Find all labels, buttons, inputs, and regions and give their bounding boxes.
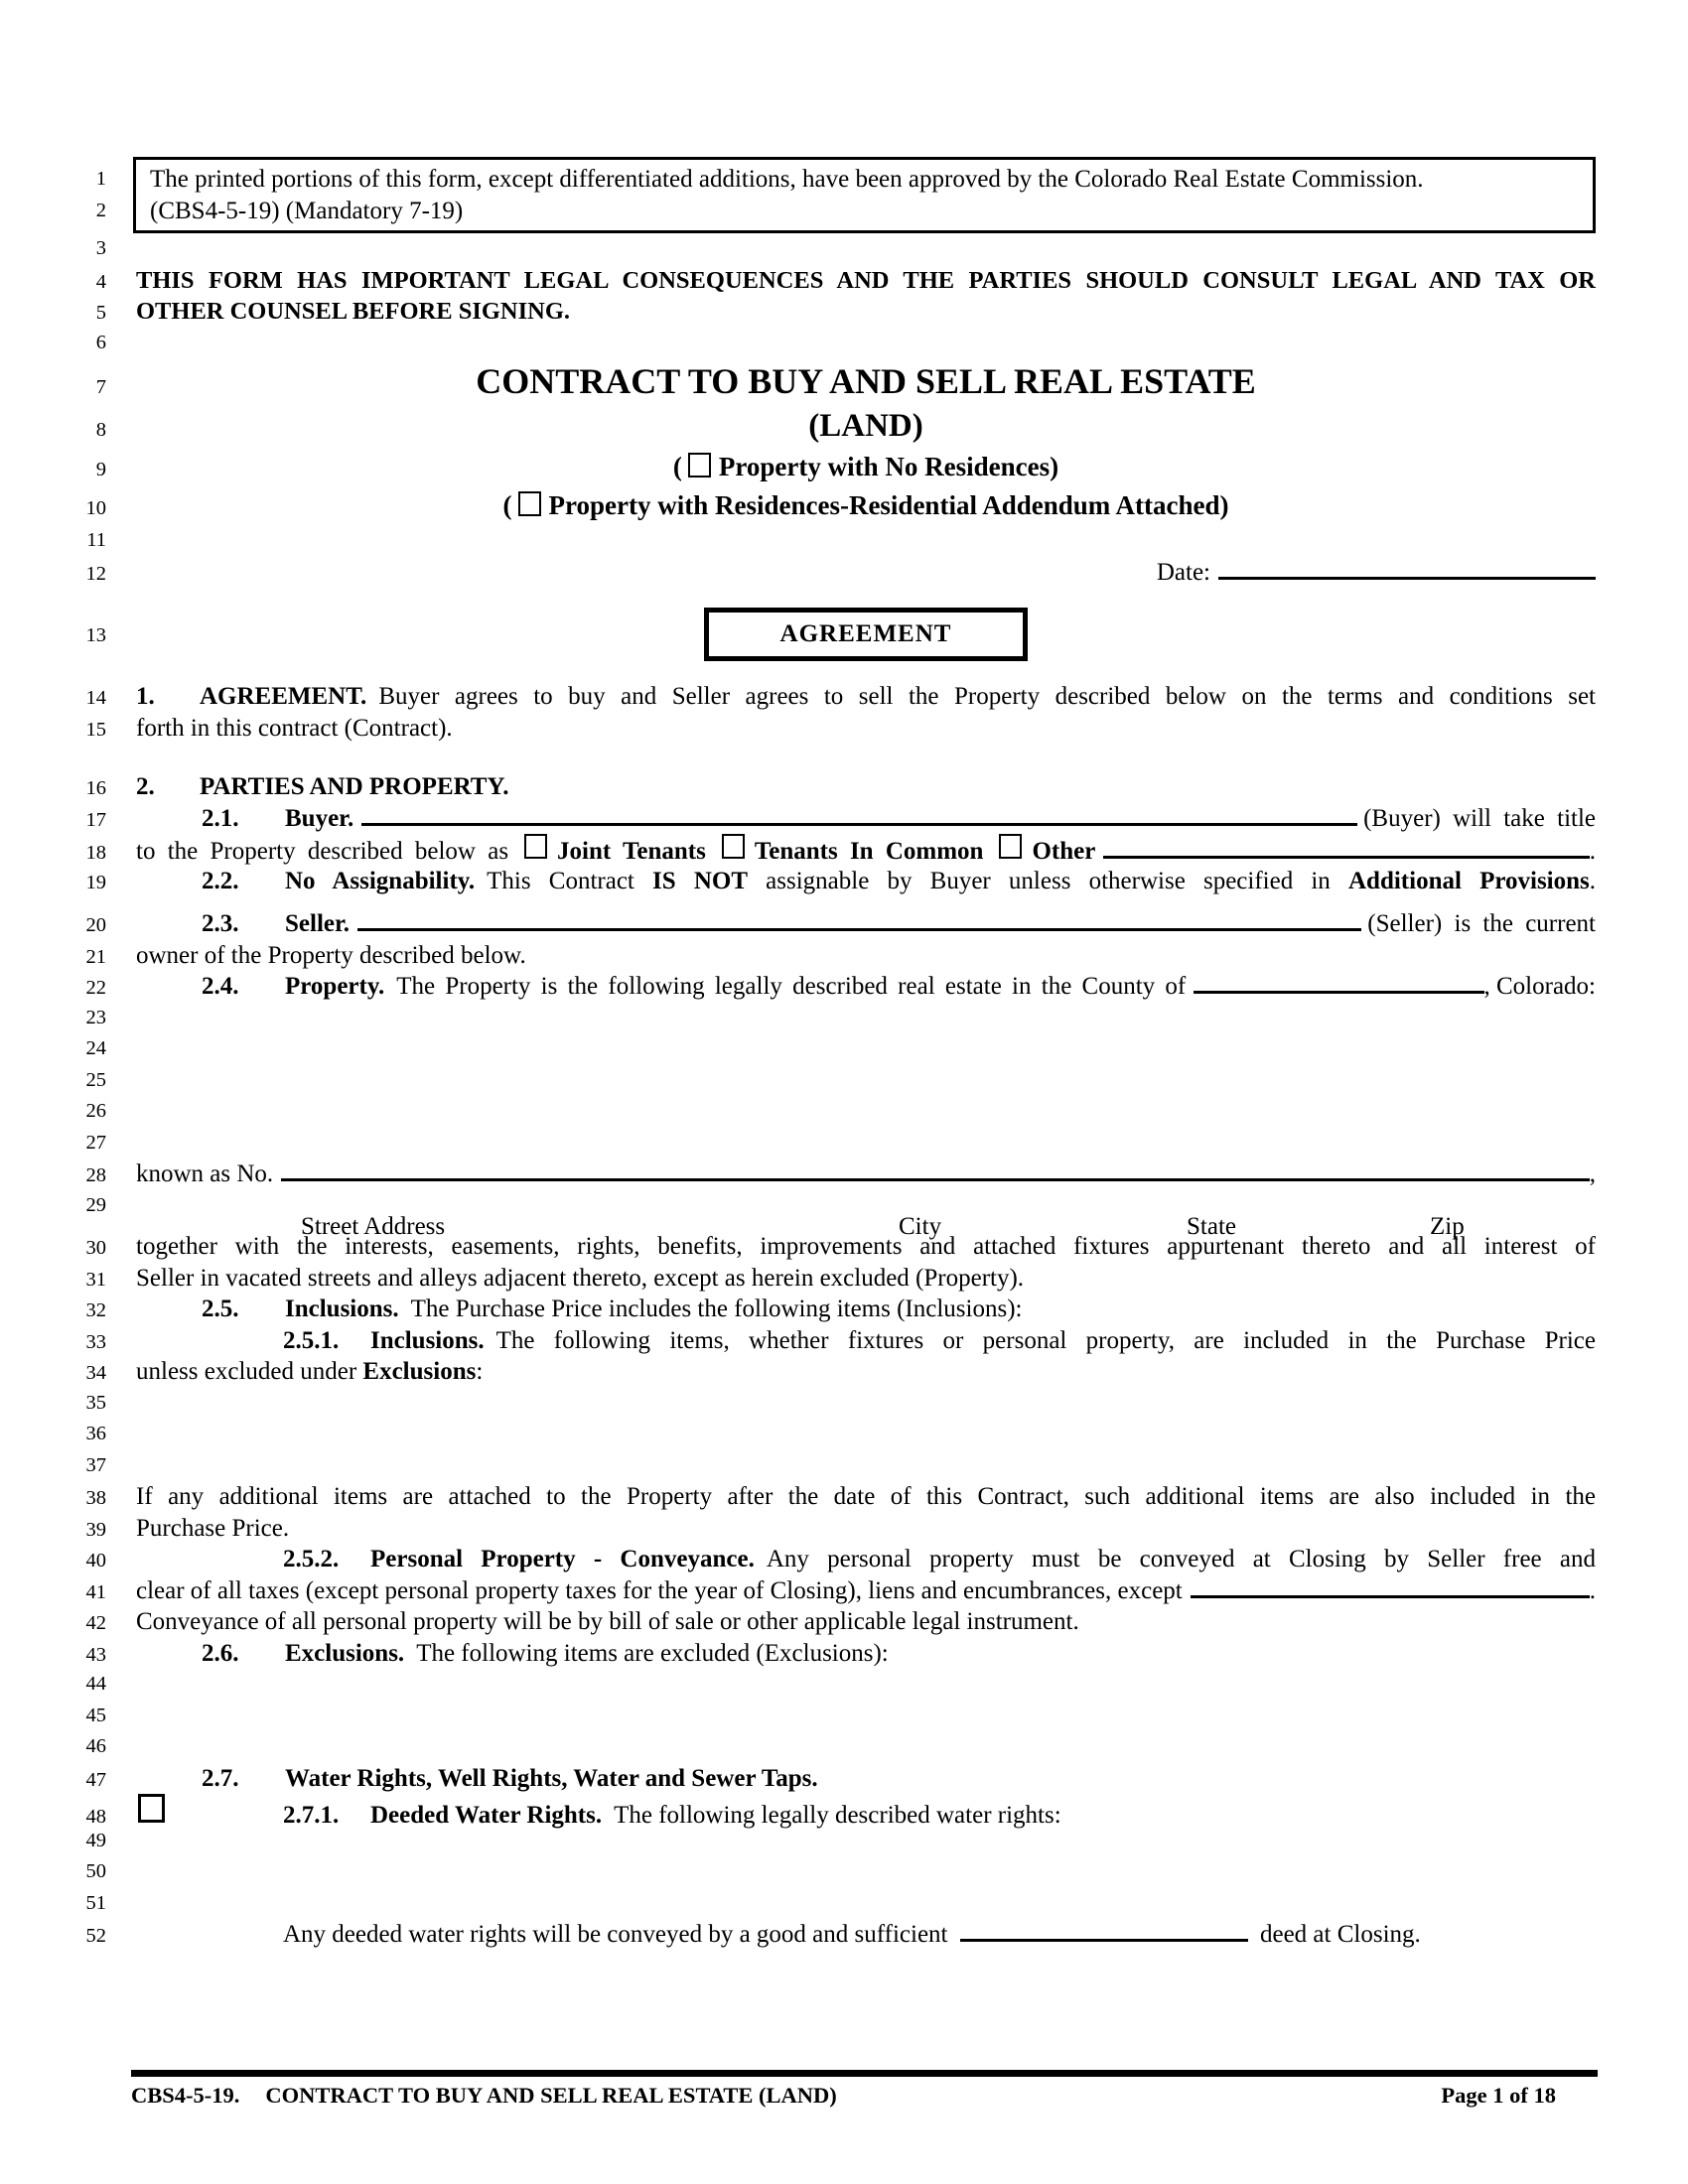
address-labels-row <box>0 1190 1596 1240</box>
clause-text: The Property is the following legally described real estate in the County of <box>396 973 1187 1000</box>
legal-warning-text: THIS FORM HAS IMPORTANT LEGAL CONSEQUENCES AND THE PARTIES SHOULD CONSULT LEGAL AND TAX OR <box>136 266 1596 294</box>
line-number: 11 <box>86 529 106 551</box>
checkbox-no-residences[interactable] <box>688 453 711 478</box>
clause-2-3-continuation <box>0 940 1596 972</box>
line-number: 20 <box>85 914 106 936</box>
agreement-heading-row <box>0 608 1596 661</box>
clause-2-5-inclusions-row <box>0 1294 1596 1325</box>
clause-2-1-buyer-row <box>0 803 1596 835</box>
clause-number: 2.5. <box>202 1296 239 1322</box>
paren-text: ( <box>502 490 512 520</box>
tenants-in-common-label: Tenants In Common <box>754 838 984 865</box>
clause-heading: No Assignability. <box>285 867 476 894</box>
section-number: 1. <box>136 683 155 710</box>
line-number: 40 <box>85 1550 106 1571</box>
clause-number: 2.4. <box>202 973 239 1000</box>
contract-body <box>0 157 1596 1951</box>
clause-text: The following legally described water rights: <box>614 1802 1061 1829</box>
clause-2-7-water-rights-row <box>0 1763 1596 1795</box>
period-text: . <box>1589 1576 1596 1604</box>
clause-2-5-1-inclusions-row <box>0 1325 1596 1357</box>
additional-provisions-emphasis: Additional Provisions <box>1347 867 1590 894</box>
line-number: 51 <box>85 1891 106 1914</box>
line-number: 33 <box>85 1330 106 1353</box>
legal-warning-line-2 <box>0 296 1596 328</box>
line-number: 37 <box>85 1453 106 1476</box>
clause-heading: Exclusions. <box>285 1639 405 1667</box>
clause-1-agreement-line-1 <box>0 681 1596 713</box>
clause-2-5-1-continuation <box>0 1356 1596 1388</box>
colon-text: : <box>476 1358 484 1385</box>
line-number: 9 <box>95 459 106 480</box>
additional-items-line-1 <box>0 1481 1596 1513</box>
spacer <box>0 1221 1596 1231</box>
blank-line <box>0 1388 1596 1420</box>
clause-number: 2.6. <box>202 1639 239 1667</box>
seller-name-field[interactable] <box>357 928 1361 931</box>
approval-text: The printed portions of this form, except differentiated additions, have been approved by the Colorado Real Estate Commission. <box>150 166 1424 193</box>
clause-2-5-2-conveyance-row <box>0 1544 1596 1575</box>
clause-text: Seller in vacated streets and alleys adjacent thereto, except as herein excluded (Property). <box>136 1264 1025 1292</box>
line-number: 22 <box>85 977 106 999</box>
city-label: City <box>899 1212 942 1240</box>
clause-text: to the Property described below as <box>136 838 509 865</box>
line-number: 3 <box>95 237 106 259</box>
street-address-field[interactable] <box>281 1178 1590 1181</box>
line-number: 47 <box>85 1768 106 1791</box>
clause-text: If any additional items are attached to the Property after the date of this Contract, such additional items are also included in the <box>136 1483 1596 1510</box>
line-number: 19 <box>85 871 106 893</box>
line-number: 46 <box>85 1735 106 1757</box>
blank-line <box>0 1701 1596 1732</box>
period-text: . <box>1589 838 1596 865</box>
blank-line <box>0 1888 1596 1920</box>
line-number: 12 <box>85 562 106 585</box>
clause-heading: Water Rights, Well Rights, Water and Sewer Taps. <box>285 1764 818 1792</box>
line-number: 6 <box>95 331 106 353</box>
clause-heading: Inclusions. <box>285 1296 399 1322</box>
clause-heading: Personal Property - Conveyance. <box>370 1546 755 1572</box>
section-number: 2. <box>136 773 155 800</box>
section-heading: PARTIES AND PROPERTY. <box>200 773 509 800</box>
clause-text: clear of all taxes (except personal property taxes for the year of Closing), liens and encumbrances, except <box>136 1576 1183 1604</box>
blank-line <box>0 1033 1596 1065</box>
clause-text: together with the interests, easements, rights, benefits, improvements and attached fixtures appurtenant thereto and all interest of <box>136 1233 1596 1260</box>
clause-2-6-exclusions-row <box>0 1638 1596 1670</box>
title-row <box>0 358 1596 405</box>
blank-line <box>0 1003 1596 1034</box>
property-type-option-1 <box>136 448 1596 486</box>
checkbox-deeded-water-rights[interactable] <box>138 1794 165 1823</box>
clause-text: Buyer agrees to buy and Seller agrees to sell the Property described below on the terms and conditions set <box>378 683 1596 710</box>
property-rights-line-2 <box>0 1263 1596 1295</box>
blank-line <box>0 233 1596 265</box>
spacer <box>0 744 1596 771</box>
clause-text: Any deeded water rights will be conveyed by a good and sufficient <box>283 1921 948 1948</box>
agreement-heading-box: AGREEMENT <box>704 608 1029 661</box>
clause-text: unless excluded under <box>136 1358 363 1385</box>
joint-tenants-label: Joint Tenants <box>557 838 706 865</box>
clause-text: known as No. <box>136 1160 274 1187</box>
line-number: 16 <box>85 777 106 799</box>
clause-text: The following items, whether fixtures or personal property, are included in the Purchase Price <box>495 1326 1596 1354</box>
blank-line <box>0 525 1596 557</box>
line-number: 29 <box>85 1193 106 1216</box>
line-number: 42 <box>85 1612 106 1634</box>
line-number-column <box>0 157 106 233</box>
clause-text: (Buyer) will take title <box>1363 804 1596 832</box>
line-number: 15 <box>85 718 106 741</box>
line-number: 39 <box>85 1518 106 1541</box>
line-number: 52 <box>85 1925 106 1947</box>
option-label: Property with Residences-Residential Addendum Attached) <box>548 490 1229 520</box>
subtitle-row <box>0 405 1596 448</box>
property-rights-line-1 <box>0 1231 1596 1263</box>
checkbox-with-residences[interactable] <box>518 491 541 516</box>
line-number: 36 <box>85 1423 106 1444</box>
clause-2-5-2-continuation-2 <box>0 1606 1596 1638</box>
additional-items-line-2 <box>0 1513 1596 1545</box>
line-number: 14 <box>85 687 106 709</box>
form-code-text: (CBS4-5-19) (Mandatory 7-19) <box>150 197 464 224</box>
clause-number: 2.2. <box>202 867 239 894</box>
line-number: 27 <box>85 1131 106 1154</box>
clause-number: 2.5.2. <box>283 1546 340 1572</box>
line-number: 10 <box>85 497 106 519</box>
clause-heading: Buyer. <box>285 804 354 832</box>
clause-text: Conveyance of all personal property will be by bill of sale or other applicable legal instrument. <box>136 1608 1079 1635</box>
line-number: 41 <box>85 1580 106 1603</box>
clause-text: The following items are excluded (Exclusions): <box>416 1639 889 1667</box>
zip-label: Zip <box>1430 1212 1465 1240</box>
tenancy-options-row <box>0 834 1596 866</box>
clause-text: , Colorado: <box>1483 973 1596 1000</box>
line-number: 30 <box>85 1237 106 1259</box>
clause-text: This Contract <box>487 867 653 894</box>
clause-2-2-no-assignability-row <box>0 866 1596 897</box>
page-footer <box>131 2070 1598 2109</box>
section-2-heading-row <box>0 771 1596 803</box>
known-as-row <box>0 1159 1596 1190</box>
line-number: 1 <box>95 168 106 190</box>
checkbox-tenants-in-common[interactable] <box>722 834 745 859</box>
line-number: 31 <box>85 1268 106 1291</box>
blank-line <box>0 1419 1596 1450</box>
clause-2-4-property-row <box>0 971 1596 1003</box>
other-label: Other <box>1032 838 1096 865</box>
option-label: Property with No Residences) <box>718 452 1059 481</box>
line-number: 13 <box>85 624 106 646</box>
footer-form-code: CBS4-5-19. <box>131 2083 240 2108</box>
approval-box-row <box>0 157 1596 233</box>
clause-text: Any personal property must be conveyed at Closing by Seller free and <box>766 1546 1596 1572</box>
section-heading: AGREEMENT. <box>200 683 367 710</box>
personal-property-exceptions-field[interactable] <box>1191 1595 1590 1598</box>
paren-text: ( <box>672 452 682 481</box>
blank-line <box>0 1856 1596 1888</box>
line-number: 2 <box>95 199 106 221</box>
line-number: 5 <box>95 302 106 324</box>
line-number: 26 <box>85 1100 106 1122</box>
buyer-name-field[interactable] <box>361 823 1357 826</box>
date-field[interactable] <box>1218 577 1596 580</box>
exclusions-emphasis: Exclusions <box>362 1358 477 1385</box>
property-type-option-2-row <box>0 486 1596 525</box>
clause-2-3-seller-row <box>0 908 1596 940</box>
clause-text: forth in this contract (Contract). <box>136 714 453 742</box>
blank-line <box>0 1731 1596 1763</box>
document-title: CONTRACT TO BUY AND SELL REAL ESTATE <box>476 361 1256 401</box>
clause-heading: Deeded Water Rights. <box>370 1802 603 1829</box>
clause-text: (Seller) is the current <box>1367 910 1596 937</box>
line-number: 38 <box>85 1487 106 1509</box>
line-number: 50 <box>85 1860 106 1882</box>
footer-page-number: Page 1 of 18 <box>1441 2083 1556 2108</box>
line-number: 23 <box>85 1006 106 1028</box>
line-number: 34 <box>85 1362 106 1384</box>
legal-warning-text: OTHER COUNSEL BEFORE SIGNING. <box>136 298 571 325</box>
line-number: 49 <box>85 1829 106 1851</box>
blank-line <box>0 1065 1596 1097</box>
spacer <box>0 896 1596 908</box>
blank-line <box>0 1450 1596 1482</box>
deed-type-field[interactable] <box>960 1939 1248 1942</box>
clause-text: assignable by Buyer unless otherwise specified in <box>748 867 1348 894</box>
line-number: 35 <box>85 1391 106 1414</box>
clause-heading: Inclusions. <box>370 1326 485 1354</box>
line-number: 25 <box>85 1068 106 1091</box>
clause-number: 2.3. <box>202 910 239 937</box>
line-number: 8 <box>95 419 106 441</box>
document-subtitle: (LAND) <box>808 408 923 444</box>
clause-text: deed at Closing. <box>1259 1921 1421 1948</box>
legal-warning-line-1 <box>0 265 1596 297</box>
blank-line <box>0 328 1596 359</box>
clause-number: 2.1. <box>202 804 239 832</box>
clause-number: 2.7. <box>202 1764 239 1792</box>
is-not-emphasis: IS NOT <box>652 867 749 894</box>
line-number: 28 <box>85 1164 106 1186</box>
blank-line <box>0 1128 1596 1160</box>
line-number: 48 <box>85 1806 106 1828</box>
commission-approval-box <box>133 157 1596 233</box>
title-other-field[interactable] <box>1103 856 1589 859</box>
clause-2-5-2-continuation-1 <box>0 1575 1596 1607</box>
line-number: 18 <box>85 842 106 864</box>
date-row <box>0 557 1596 589</box>
state-label: State <box>1187 1212 1236 1240</box>
county-field[interactable] <box>1194 991 1483 994</box>
line-number: 7 <box>95 376 106 398</box>
line-number: 45 <box>85 1704 106 1726</box>
clause-text: Purchase Price. <box>136 1514 290 1542</box>
line-number: 24 <box>85 1037 106 1059</box>
comma-text: , <box>1589 1160 1596 1187</box>
date-label: Date: <box>1156 558 1210 586</box>
clause-number: 2.5.1. <box>283 1326 340 1354</box>
street-address-label: Street Address <box>301 1212 446 1240</box>
property-type-option-1-row <box>0 448 1596 486</box>
property-type-option-2 <box>136 486 1596 525</box>
deed-conveyance-row <box>0 1919 1596 1951</box>
line-number: 21 <box>85 945 106 968</box>
footer-form-title: CONTRACT TO BUY AND SELL REAL ESTATE (LAND) <box>265 2083 837 2108</box>
clause-heading: Seller. <box>285 910 351 937</box>
clause-1-agreement-line-2 <box>0 713 1596 745</box>
line-number: 4 <box>95 270 106 293</box>
line-number: 43 <box>85 1643 106 1666</box>
clause-text: owner of the Property described below. <box>136 941 526 969</box>
checkbox-other[interactable] <box>999 834 1022 859</box>
clause-text: The Purchase Price includes the following items (Inclusions): <box>410 1296 1023 1322</box>
line-number: 44 <box>85 1673 106 1695</box>
clause-2-7-1-deeded-water-rights-row <box>0 1794 1596 1829</box>
clause-heading: Property. <box>285 973 385 1000</box>
blank-line <box>0 1096 1596 1128</box>
blank-line <box>0 1669 1596 1701</box>
clause-number: 2.7.1. <box>283 1802 340 1829</box>
line-number: 32 <box>85 1299 106 1321</box>
period-text: . <box>1589 867 1597 894</box>
checkbox-joint-tenants[interactable] <box>524 834 547 859</box>
line-number: 17 <box>85 808 106 831</box>
